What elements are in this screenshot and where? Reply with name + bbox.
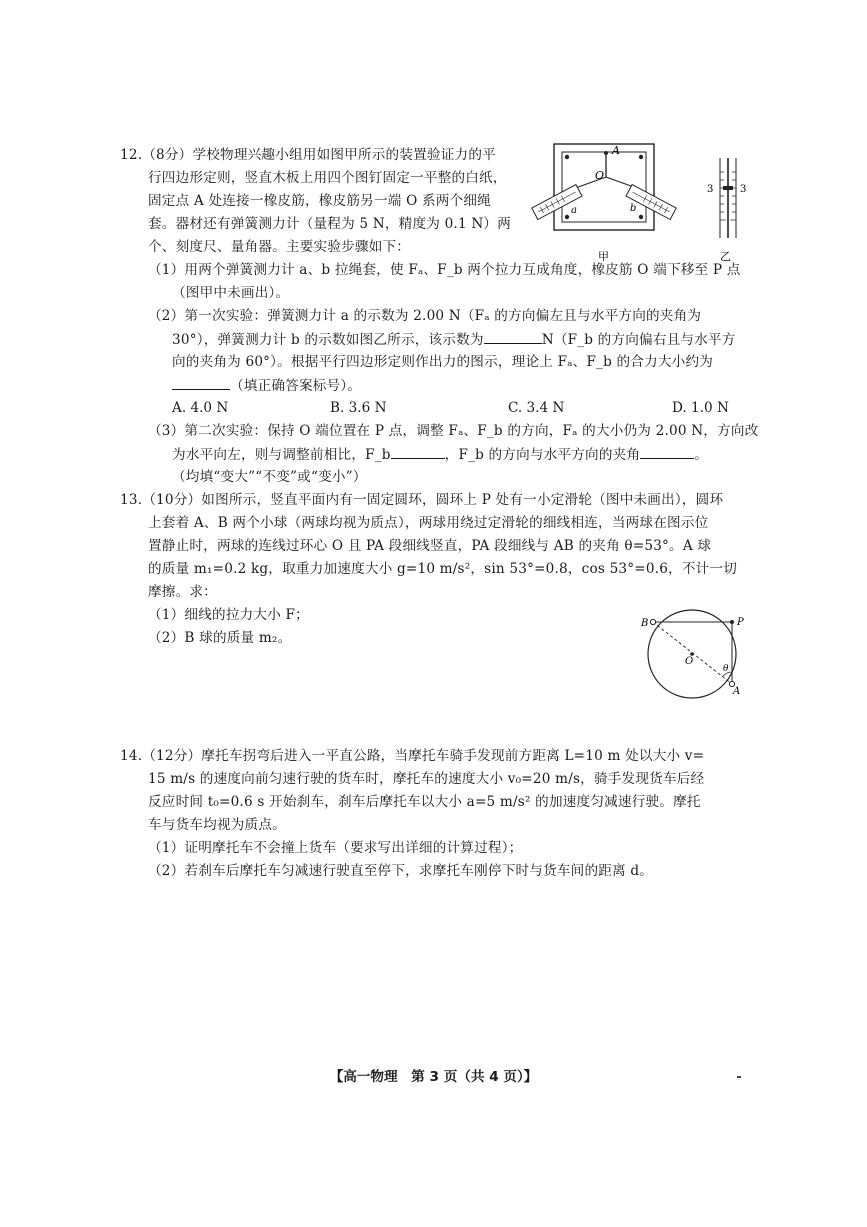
q12-step-3-cont-a [172,444,708,465]
fig2-tick-right: 3 [740,184,747,195]
fig1-label-a-point: A [612,144,620,157]
answer-blank-3[interactable] [391,444,445,459]
q12-step-2-text-c: （填正确答案标号）。 [230,378,362,394]
answer-blank-1[interactable] [484,329,542,344]
fig3-label-o: O [685,656,694,667]
figure-yi [704,142,756,262]
answer-blank-2[interactable] [172,375,230,390]
fig3-label-p: P [737,617,744,628]
q12-step-2-cont-c [172,375,361,396]
q12-step-2-cont-a [172,329,736,350]
q12-step-2-cont-b: 向的夹角为 60°）。根据平行四边形定则作出力的图示，理论上 Fₐ、F_b 的合力大小约为 [172,354,714,370]
q13-line-4: 的质量 m₁=0.2 kg，取重力加速度大小 g=10 m/s²，sin 53°=0.8，cos 53°=0.6，不计一切 [148,561,738,577]
option-a: A. 4.0 N [172,400,229,416]
figure-circle [636,608,754,708]
q13-line-1: 13.（10分）如图所示，竖直平面内有一固定圆环，圆环上 P 处有一小定滑轮（图中未画出），圆环 [120,492,724,508]
q12-step-1-cont: （图甲中未画出）。 [172,285,290,301]
q12-step-1: （1）用两个弹簧测力计 a、b 拉绳套，使 Fₐ、F_b 两个拉力互成角度，橡皮筋 O 端下移至 P 点 [148,262,741,278]
q12-line-3: 固定点 A 处连接一橡皮筋，橡皮筋另一端 O 系两个细绳 [148,193,491,209]
option-b: B. 3.6 N [330,400,387,416]
figure-jia [540,142,690,262]
q12-step-3-text-c: 。 [694,447,709,463]
q12-line-1: 12.（8分）学校物理兴趣小组用如图甲所示的装置验证力的平 [120,147,496,163]
q12-step-2-text-b: N（F_b 的方向偏右且与水平方 [541,332,736,348]
q14-line-3: 反应时间 t₀=0.6 s 开始刹车，刹车后摩托车以大小 a=5 m/s² 的加速度匀减速行驶。摩托 [148,794,701,810]
fig3-label-theta: θ [723,664,729,674]
q12-step-3-text-a: 为水平向左，则与调整前相比，F_b [172,447,391,463]
q14-part-2: （2）若刹车后摩托车匀减速行驶直至停下，求摩托车刚停下时与货车间的距离 d。 [148,863,654,879]
q12-line-5: 个、刻度尺、量角器。主要实验步骤如下： [148,239,411,255]
q13-part-2: （2）B 球的质量 m₂。 [148,630,292,646]
q14-line-2: 15 m/s 的速度向前匀速行驶的货车时，摩托车的速度大小 v₀=20 m/s，骑手发现货车后经 [148,771,705,787]
fig3-label-b: B [641,618,649,629]
fig1-label-a-meter: a [571,205,577,216]
q13-line-3: 置静止时，两球的连线过环心 O 且 PA 段细线竖直，PA 段细线与 AB 的夹角 θ=53°。A 球 [148,538,712,554]
q12-step-3: （3）第二次实验：保持 O 端位置在 P 点，调整 Fₐ、F_b 的方向，Fₐ 的大小仍为 2.00 N，方向改 [148,423,759,439]
fig2-tick-left: 3 [707,184,714,195]
q13-part-1: （1）细线的拉力大小 F； [148,607,309,623]
q12-step-2-text-a: 30°），弹簧测力计 b 的示数如图乙所示，该示数为 [172,332,484,348]
answer-blank-4[interactable] [640,444,694,459]
q12-step-3-text-b: ，F_b 的方向与水平方向的夹角 [444,447,641,463]
q12-step-3-cont-b: （均填“变大”“不变”或“变小”） [172,469,367,485]
fig1-label-o-point: O [595,169,605,182]
fig2-caption: 乙 [720,250,731,263]
q14-part-1: （1）证明摩托车不会撞上货车（要求写出详细的计算过程）； [148,840,523,856]
q12-line-2: 行四边形定则，竖直木板上用四个图钉固定一平整的白纸， [148,170,507,186]
corner-mark [737,1076,741,1078]
option-d: D. 1.0 N [672,400,729,416]
q14-line-1: 14.（12分）摩托车拐弯后进入一平直公路，当摩托车骑手发现前方距离 L=10 m 处以大小 v= [120,748,705,764]
fig1-label-b-meter: b [630,203,637,214]
q13-line-5: 摩擦。求： [148,584,217,600]
fig3-label-a: A [733,686,741,697]
q12-step-2: （2）第一次实验：弹簧测力计 a 的示数为 2.00 N（Fₐ 的方向偏左且与水平方向的夹角为 [148,308,702,324]
q12-line-4: 套。器材还有弹簧测力计（量程为 5 N，精度为 0.1 N）两 [148,216,512,232]
q13-line-2: 上套着 A、B 两个小球（两球均视为质点），两球用绕过定滑轮的细线相连，当两球在图示位 [148,515,709,531]
q14-line-4: 车与货车均视为质点。 [148,817,286,833]
fig1-caption: 甲 [598,250,609,263]
option-c: C. 3.4 N [508,400,565,416]
page-footer: 【高一物理 第 3 页（共 4 页）】 [329,1069,538,1085]
